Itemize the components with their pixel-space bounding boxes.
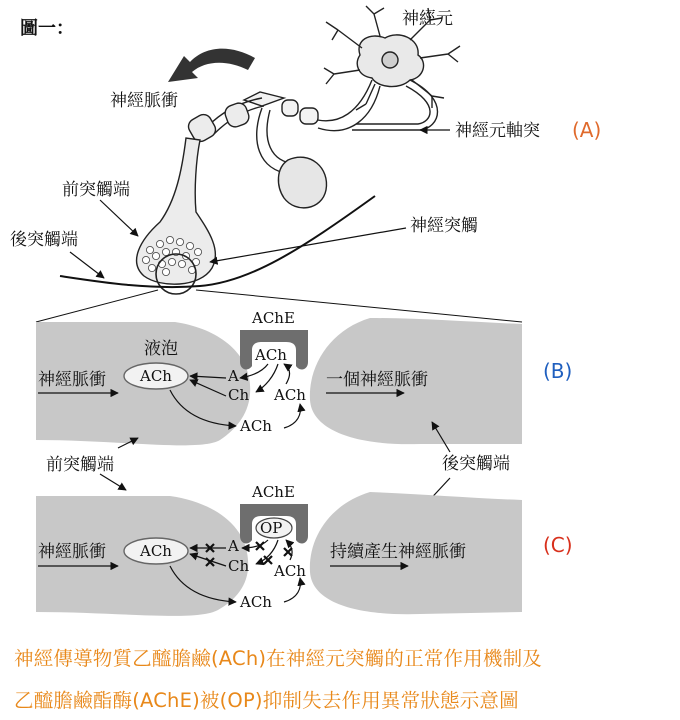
impulse-out-c: 持續產生神經脈衝 — [330, 542, 466, 562]
leader-presynaptic-down — [100, 474, 126, 490]
label-postsynaptic-shared: 後突觸端 — [442, 454, 510, 474]
label-presynaptic-shared: 前突觸端 — [46, 455, 114, 475]
choline-c: Ch — [228, 557, 250, 575]
zoom-line-right — [196, 290, 522, 322]
vesicle-label: 液泡 — [144, 339, 178, 359]
panel-a — [10, 6, 601, 322]
impulse-out-b: 一個神經脈衝 — [326, 370, 428, 390]
leader-synapse — [210, 228, 406, 262]
figure-label: 圖一： — [20, 18, 74, 39]
vesicle-ach-c: ACh — [140, 542, 172, 560]
label-presynaptic-a: 前突觸端 — [62, 180, 130, 200]
tag-c: (C) — [543, 533, 573, 557]
label-impulse-a: 神經脈衝 — [110, 91, 178, 111]
zoom-line-left — [36, 290, 158, 322]
ach-released-b: ACh — [240, 417, 272, 435]
label-synapse: 神經突觸 — [410, 216, 478, 236]
ach-free-b: ACh — [274, 386, 306, 404]
choline-b: Ch — [228, 386, 250, 404]
leader-postsynaptic — [70, 252, 104, 278]
acetate-b: A — [228, 367, 239, 385]
leader-presynaptic — [100, 200, 138, 236]
label-axon: 神經元軸突 — [455, 121, 540, 141]
tag-a: (A) — [572, 118, 602, 142]
ache-label-c: AChE — [252, 483, 295, 501]
label-neuron: 神經元 — [402, 9, 453, 29]
caption-line-1: 神經傳導物質乙醯膽鹼(ACh)在神經元突觸的正常作用機制及 — [14, 647, 542, 670]
impulse-in-c: 神經脈衝 — [38, 542, 106, 562]
second-terminal — [278, 157, 326, 208]
op-label: OP — [260, 519, 283, 537]
ache-label-b: AChE — [252, 309, 295, 327]
vesicle-ach-b: ACh — [140, 367, 172, 385]
tag-b: (B) — [543, 359, 573, 383]
impulse-in-b: 神經脈衝 — [38, 370, 106, 390]
ach-released-c: ACh — [240, 593, 272, 611]
panel-c — [36, 483, 573, 616]
ach-in-enzyme-b: ACh — [255, 346, 287, 364]
panel-b — [36, 309, 572, 445]
label-postsynaptic-a: 後突觸端 — [10, 230, 78, 250]
ach-free-c: ACh — [274, 562, 306, 580]
caption-line-2: 乙醯膽鹼酯酶(AChE)被(OP)抑制失去作用異常狀態示意圖 — [14, 689, 519, 712]
impulse-direction-arrow — [168, 49, 255, 82]
acetate-c: A — [228, 537, 239, 555]
